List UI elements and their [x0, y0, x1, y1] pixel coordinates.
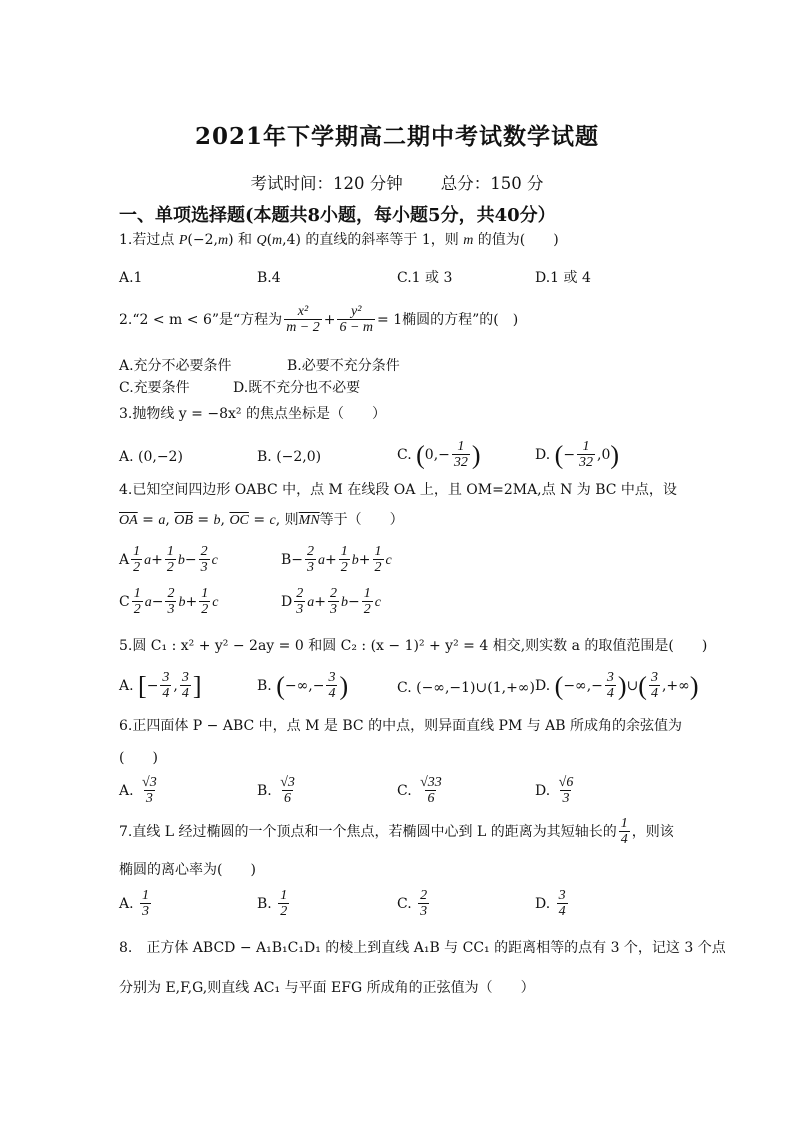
q5-option-c: C. (−∞,−1)∪(1,+∞)	[397, 680, 535, 696]
q4-option-c: C $\frac{1}{2}$ a− $\frac{2}{3}$ b+ $\frac{1}{2}$ c	[119, 586, 219, 618]
q6-option-c: C. $\frac{√33}{6}$	[397, 775, 442, 807]
page-title: 2021年下学期高二期中考试数学试题	[194, 123, 599, 150]
q2-stem-post: = 1椭圆的方程”的( )	[377, 311, 519, 328]
q7-option-d: D. $\frac{3}{4}$	[535, 888, 566, 920]
question-4-line-1: 4.已知空间四边形 OABC 中，点 M 在线段 OA 上，且 OM=2MA,点 N 为 BC 中点，设	[119, 482, 677, 498]
question-7-line-1	[119, 816, 674, 848]
q7-line-1-pre: 7.直线 L 经过椭圆的一个顶点和一个焦点，若椭圆中心到 L 的距离为其短轴长的	[119, 823, 617, 840]
q1-text: 1.若过点 P(−2,m) 和 Q(m,4) 的直线的斜率等于 1，则 m 的值为( )	[119, 232, 559, 248]
q2-option-c: C.充要条件	[119, 380, 190, 396]
question-7-line-2: 椭圆的离心率为( )	[119, 862, 256, 878]
question-4-line-2: $\overline{OA} = a$, $\overline{OB} = b$, $\overline{OC} = c$, 则$\overline{MN}$等于（ ）	[119, 512, 404, 528]
q3-option-c: C. (0,− $\frac{1}{32}$ )	[397, 439, 481, 471]
q6-option-d: D. $\frac{√6}{3}$	[535, 775, 574, 807]
section-heading: 一、单项选择题(本题共8小题，每小题5分，共40分）	[119, 205, 556, 226]
question-2-stem: 2.“2 < m < 6”是“方程为 $\frac{\text{x²}}{m - 2}$ + $\frac{\text{y²}}{6 - m}$ = 1椭圆的方程”的( )	[119, 304, 519, 336]
q6-option-a: A. $\frac{√3}{3}$	[119, 775, 157, 807]
question-8-line-2: 分别为 E,F,G,则直线 AC₁ 与平面 EFG 所成角的正弦值为（ ）	[119, 980, 535, 996]
question-5-stem: 5.圆 C₁ : x² + y² − 2ay = 0 和圆 C₂ : (x − 1)² + y² = 4 相交,则实数 a 的取值范围是( )	[119, 638, 708, 654]
q5-option-a: A. [− $\frac{3}{4}$ , $\frac{3}{4}$ ]	[119, 670, 202, 702]
q4-option-a: A $\frac{1}{2}$ a+ $\frac{1}{2}$ b− $\frac{2}{3}$ c	[119, 544, 218, 576]
exam-info	[0, 170, 794, 194]
total-score: 总分：150 分	[440, 174, 544, 193]
q3-option-d: D. (− $\frac{1}{32}$ ,0)	[535, 439, 620, 471]
q5-option-b: B. (−∞,− $\frac{3}{4}$ )	[257, 670, 349, 702]
q2-stem-pre: 2.“2 < m < 6”是“方程为	[119, 311, 283, 328]
q1-option-d: D.1 或 4	[535, 270, 591, 286]
q7-option-b: B. $\frac{1}{2}$	[257, 888, 288, 920]
question-8-line-1: 8. 正方体 ABCD − A₁B₁C₁D₁ 的棱上到直线 A₁B 与 CC₁ 的距离相等的点有 3 个，记这 3 个点	[119, 940, 726, 956]
q2-option-a: A.充分不必要条件	[119, 358, 232, 374]
q2-frac-1: $\frac{\text{x²}}{m - 2}$	[286, 304, 320, 336]
q7-option-a: A. $\frac{1}{3}$	[119, 888, 150, 920]
question-1-stem	[119, 232, 559, 250]
q1-option-c: C.1 或 3	[397, 270, 453, 286]
q2-option-d: D.既不充分也不必要	[233, 380, 361, 396]
q3-option-b: B. (−2,0)	[257, 449, 322, 465]
q4-option-b: B− $\frac{2}{3}$ a+ $\frac{1}{2}$ b+ $\frac{1}{2}$ c	[281, 544, 392, 576]
question-6-line-2: ( )	[119, 750, 158, 766]
q3-option-a: A. (0,−2)	[119, 449, 183, 465]
q7-option-c: C. $\frac{2}{3}$	[397, 888, 428, 920]
q1-option-b: B.4	[257, 270, 281, 286]
question-6-line-1: 6.正四面体 P − ABC 中，点 M 是 BC 的中点，则异面直线 PM 与 AB 所成角的余弦值为	[119, 718, 683, 734]
exam-time: 考试时间：120 分钟	[250, 174, 403, 193]
q7-frac: $\frac{1}{4}$	[620, 816, 628, 848]
question-3-stem: 3.抛物线 y = −8x² 的焦点坐标是（ ）	[119, 406, 386, 422]
q5-option-d: D. (−∞,− $\frac{3}{4}$ )∪( $\frac{3}{4}$ ,+∞)	[535, 670, 699, 702]
q7-line-1-post: ，则该	[631, 823, 674, 840]
q1-option-a: A.1	[119, 270, 143, 286]
q6-option-b: B. $\frac{√3}{6}$	[257, 775, 295, 807]
q2-option-b: B.必要不充分条件	[287, 358, 400, 374]
q2-frac-2: $\frac{\text{y²}}{6 - m}$	[339, 304, 374, 336]
q4-option-d: D $\frac{2}{3}$ a+ $\frac{2}{3}$ b− $\frac{1}{2}$ c	[281, 586, 381, 618]
